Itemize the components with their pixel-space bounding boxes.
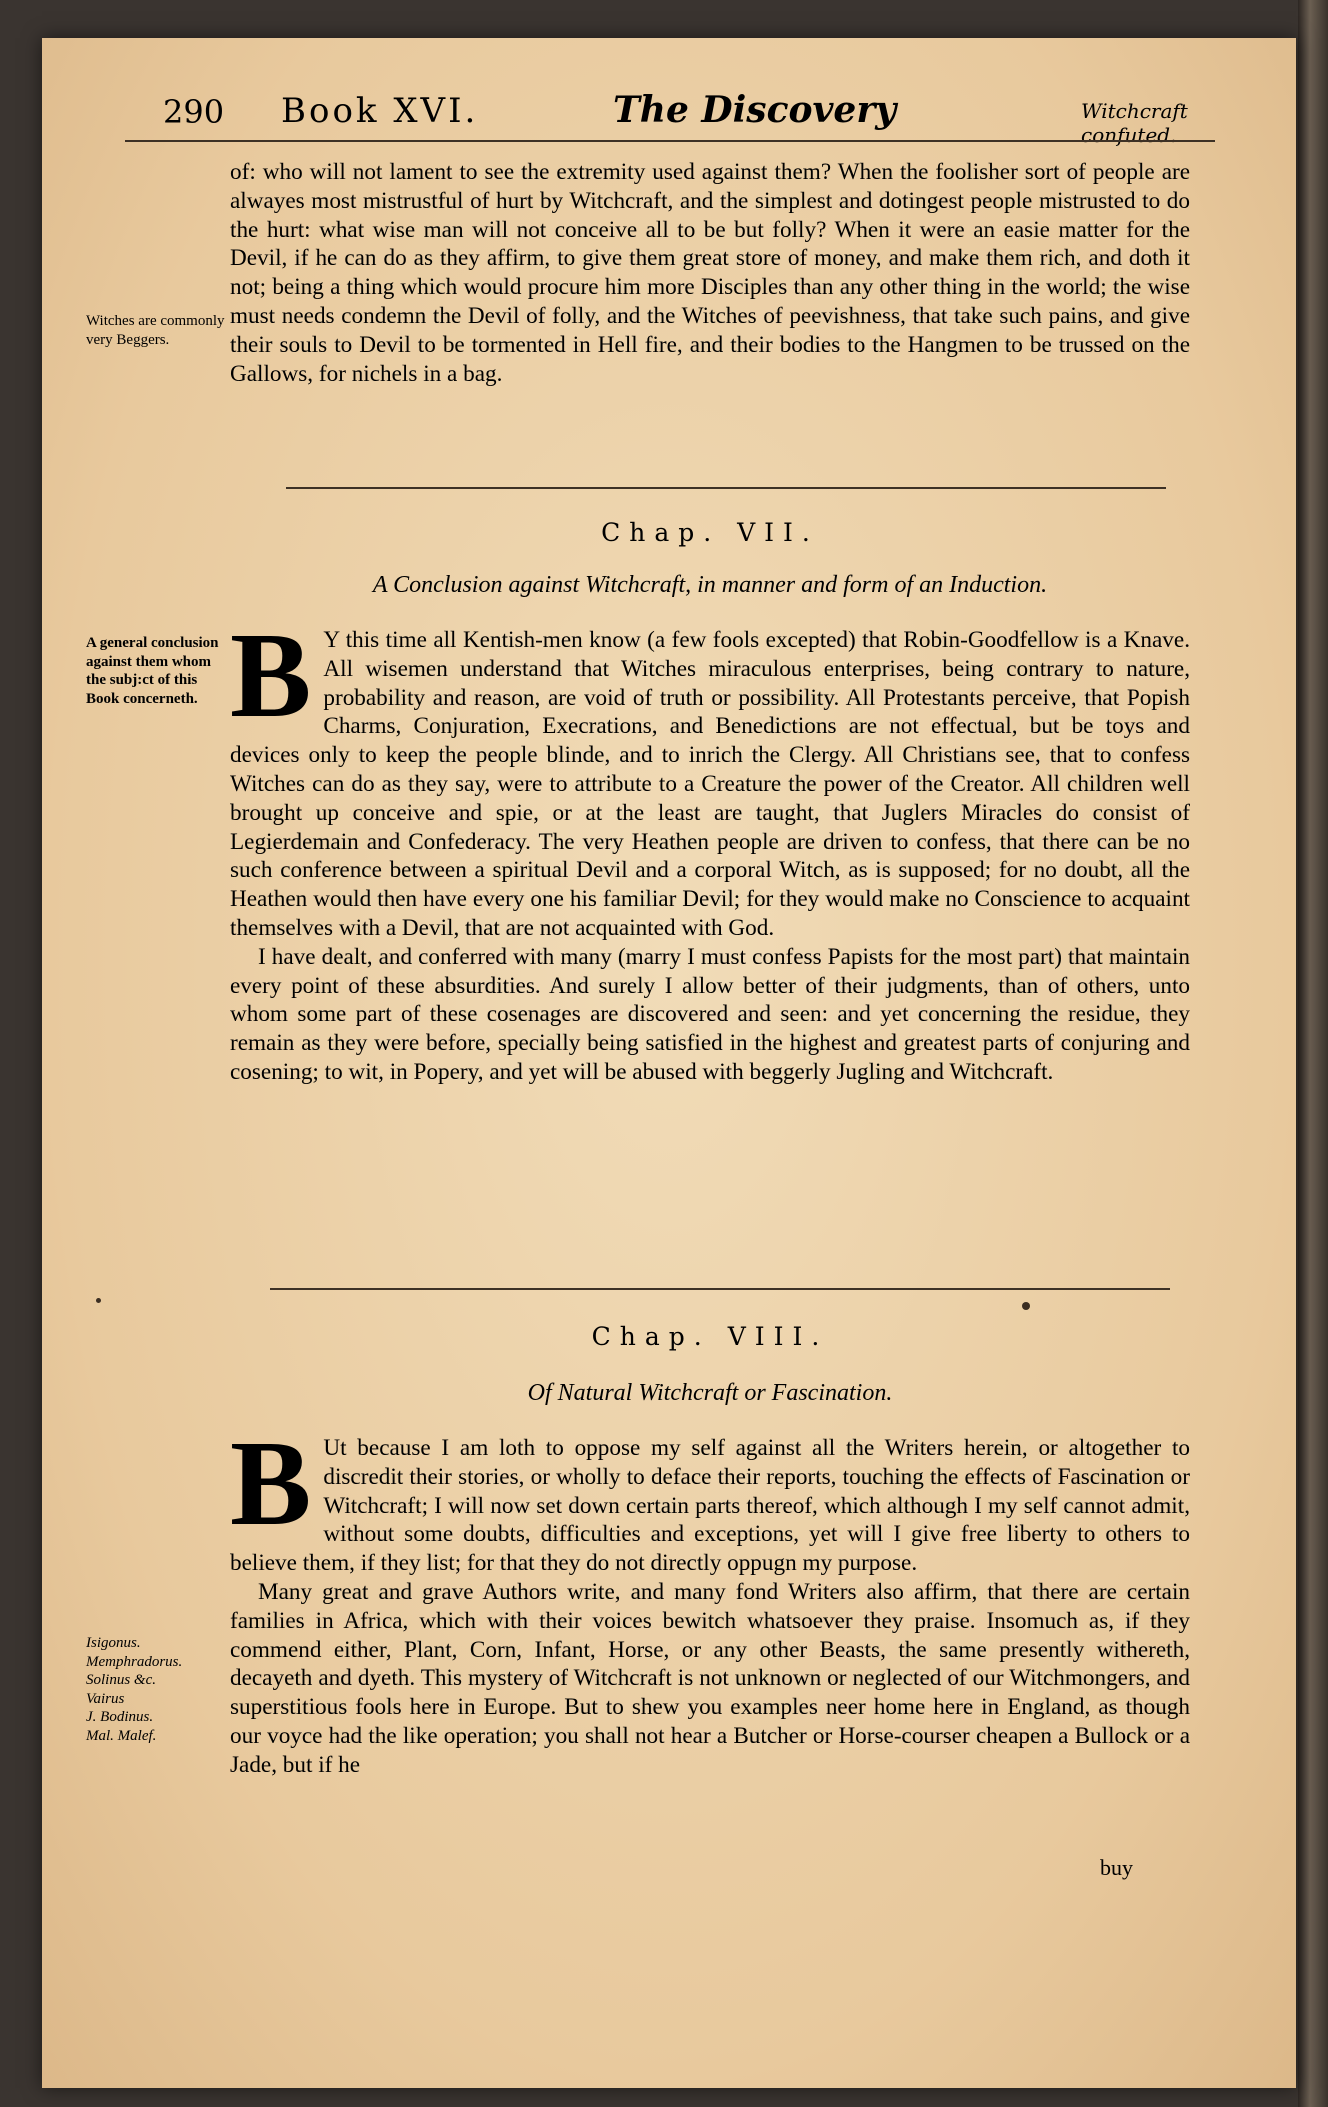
ink-spot bbox=[96, 1298, 101, 1303]
marginal-line: Isigonus. bbox=[86, 1635, 141, 1651]
marginal-line: Memphradorus. bbox=[86, 1653, 183, 1670]
header-rule bbox=[125, 140, 1215, 142]
chapter-text bbox=[230, 1416, 1190, 1780]
paragraph: of: who will not lament to see the extremity used against them? When the foolisher sort of people are alwayes most mistrustful of hurt by Witchcraft, and the simplest and dotingest people mistrusted to do the hurt: what wise man will not conceive all to be but folly? When it were an easie matter for the Devil, if he can do as they affirm, to give them great store of money, and make them rich, and doth it not; being a thing which would procure him more Disciples than any other thing in the world; the wise must needs condemn the Devil of folly, and the Witches of peevishness, that take such pains, and give their souls to Devil to be tormented in Hell fire, and their bodies to the Hangmen to be trussed on the Gallows, for nichels in a bag. bbox=[230, 159, 1190, 387]
chapter-subtitle: A Conclusion against Witchcraft, in manner and form of an Induction. bbox=[372, 572, 1048, 598]
paragraph: I have dealt, and conferred with many (marry I must confess Papists for the most part) that maintain every point of these absurdities. And surely I allow better of their judgments, than of others, unto whom some part of these cosenages are discovered and seen: and yet concerning the residue, they remain as they were before, specially being satisfied in the highest and greatest parts of conjuring and cosening; to wit, in Popery, and yet will be abused with beggerly Jugling and Witchcraft. bbox=[230, 943, 1190, 1085]
paragraph: Many great and grave Authors write, and many fond Writers also affirm, that there are certain families in Africa, which with their voices bewitch whatsoever they praise. Insomuch as, if they commend either, Plant, Corn, Infant, Horse, or any other Beasts, the same presently withereth, decayeth and dyeth. This mystery of Witchcraft is not unknown or neglected of our Witchmongers, and superstitious fools here in Europe. But to shew you examples neer home here in England, as though our voyce had the like operation; you shall not hear a Butcher or Horse-courser cheapen a Bullock or a Jade, but if he bbox=[230, 1578, 1190, 1778]
section-text-opening bbox=[230, 158, 1190, 388]
drop-cap: B bbox=[230, 1416, 312, 1551]
chapter-heading: Chap. VIII. bbox=[591, 1322, 829, 1351]
chapter-subtitle: Of Natural Witchcraft or Fascination. bbox=[527, 1380, 893, 1406]
header-title: The Discovery bbox=[613, 89, 897, 131]
book-label: Book XVI. bbox=[281, 91, 479, 131]
marginal-note-authors bbox=[86, 1634, 226, 1745]
running-header bbox=[123, 85, 1213, 145]
marginal-line: J. Bodinus. bbox=[86, 1709, 154, 1725]
chapter-heading: Chap. VII. bbox=[601, 518, 819, 547]
section-divider bbox=[286, 487, 1166, 489]
marginal-note-conclusion: A general conclusion against them whom the subj:ct of this Book concerneth. bbox=[86, 635, 219, 707]
book-spine bbox=[1298, 0, 1328, 2107]
ink-spot bbox=[1022, 1302, 1030, 1310]
paragraph: Ut because I am loth to oppose my self against all the Writers herein, or altogether to discredit their stories, or wholly to deface their reports, touching the effects of Fascination or Witchcraft; I will now set down certain parts thereof, which although I my self cannot admit, without some doubts, difficulties and exceptions, yet will I give free liberty to others to believe them, if they list; for that they do not directly oppugn my purpose. bbox=[230, 1435, 1190, 1577]
marginal-line: Mal. Malef. bbox=[86, 1727, 157, 1744]
chapter-text bbox=[230, 608, 1190, 1087]
marginal-line: Vairus bbox=[86, 1690, 125, 1707]
marginal-note-beggers: Witches are commonly very Beggers. bbox=[86, 313, 225, 348]
marginal-line: Solinus &c. bbox=[86, 1672, 156, 1688]
page-number: 290 bbox=[163, 93, 225, 131]
catchword: buy bbox=[1100, 1855, 1133, 1880]
running-title: Witchcraft confuted. bbox=[1081, 99, 1188, 147]
section-divider bbox=[270, 1288, 1170, 1290]
paragraph: Y this time all Kentish-men know (a few fools excepted) that Robin-Goodfellow is a Knave. All wisemen understand that Witches miraculous enterprises, being contrary to nature, probability and reason, are void of truth or possibility. All Protestants perceive, that Popish Charms, Conjuration, Execrations, and Benedictions are not effectual, but be toys and devices only to keep the people blinde, and to inrich the Clergy. All Christians see, that to confess Witches can do as they say, were to attribute to a Creature the power of the Creator. All children well brought up conceive and spie, or at the least are taught, that Juglers Miracles do consist of Legierdemain and Confederacy. The very Heathen people are driven to confess, that there can be no such conference between a spiritual Devil and a corporal Witch, as is supposed; for no doubt, all the Heathen would then have every one his familiar Devil; for they would make no Conscience to acquaint themselves with a Devil, that are not acquainted with God. bbox=[230, 627, 1190, 941]
drop-cap: B bbox=[230, 608, 312, 743]
